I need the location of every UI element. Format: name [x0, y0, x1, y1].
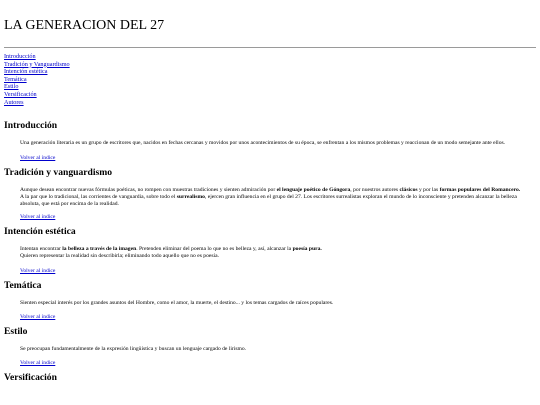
paragraph: Se preocupan fundamentalmente de la expresión lingüística y buscan un lenguaje cargado de lirismo. [20, 345, 247, 352]
table-of-contents [4, 53, 536, 106]
section-heading: Temática [4, 279, 42, 291]
back-to-index-link[interactable]: Volver al índice [20, 214, 56, 221]
toc-link-estilo[interactable]: Estilo [4, 83, 19, 91]
toc-link-introduccion[interactable]: Introducción [4, 53, 36, 60]
section-tematica [4, 280, 536, 320]
section-tradicion [4, 167, 536, 220]
toc-link-tradicion[interactable]: Tradición y Vanguardismo [4, 60, 70, 68]
toc-link-autores[interactable]: Autores [4, 98, 24, 106]
section-body [20, 140, 536, 147]
section-body [20, 300, 536, 307]
toc-link-intencion[interactable]: Intención estética [4, 68, 48, 76]
section-body [20, 246, 536, 260]
paragraph [20, 194, 532, 208]
back-to-index-link[interactable]: Volver al índice [20, 267, 56, 274]
section-heading: Tradición y vanguardismo [4, 166, 113, 178]
bold-text: la belleza a través de la imagen [62, 246, 137, 253]
paragraph: Quieren representar la realidad sin describirla; eliminando todo aquello que no es poesía. [20, 253, 219, 260]
bold-text: poesía pura. [292, 246, 322, 253]
bold-text: surrealismo [176, 193, 205, 200]
text-run: . Pretenden eliminar del poema lo que no es belleza y, así, alcanzar la [136, 246, 293, 253]
text-run: , por nuestros autores [350, 186, 400, 193]
paragraph: Una generación literaria es un grupo de escritores que, nacidos en fechas cercanas y movidos por unos acontecimientos de su época, se enfrentan a los mismos problemas y reaccionan de un modo semejante ante ellos. [20, 140, 506, 147]
bold-text: formas populares del Romancero. [439, 186, 521, 193]
section-heading: Versificación [4, 371, 57, 383]
back-to-index-link[interactable]: Volver al índice [20, 154, 56, 161]
paragraph: Sienten especial interés por los grandes asuntos del Hombre, como el amor, la muerte, el destino... y los temas cargados de raíces populares. [20, 299, 334, 306]
paragraph [20, 187, 532, 194]
back-to-index-link[interactable]: Volver al índice [20, 313, 56, 320]
section-estilo [4, 326, 536, 366]
section-intencion [4, 226, 536, 274]
section-heading: Intención estética [4, 226, 76, 238]
toc-link-versificacion[interactable]: Versificación [4, 90, 37, 98]
text-run: A la par que lo tradicional, las corrientes de vanguardia, sobre todo el [20, 193, 177, 200]
toc-link-tematica[interactable]: Temática [4, 75, 27, 83]
section-versificacion [4, 372, 536, 383]
section-body [20, 187, 536, 207]
back-to-index-link[interactable]: Volver al índice [20, 359, 56, 366]
text-run: y por las [417, 186, 440, 193]
bold-text: el lenguaje poético de Góngora [276, 186, 351, 193]
bold-text: clásicos [399, 186, 418, 193]
section-heading: Introducción [4, 120, 58, 132]
section-heading: Estilo [4, 325, 28, 337]
text-run: Intentan encontrar [20, 246, 63, 253]
page-title: LA GENERACION DEL 27 [4, 18, 165, 33]
text-run: , ejercen gran influencia en el grupo del 27. Los escritores surrealistas exploran el mundo de lo inconsciente y pretenden alcanzar la belleza absoluta, que está por encima de la realidad. [20, 193, 517, 207]
divider [4, 47, 536, 48]
section-introduccion [4, 120, 536, 161]
text-run: Aunque desean encontrar nuevas fórmulas poéticas, no rompen con muestras tradiciones y sienten admiración por [20, 186, 277, 193]
paragraph [20, 246, 532, 253]
section-body [20, 346, 536, 353]
